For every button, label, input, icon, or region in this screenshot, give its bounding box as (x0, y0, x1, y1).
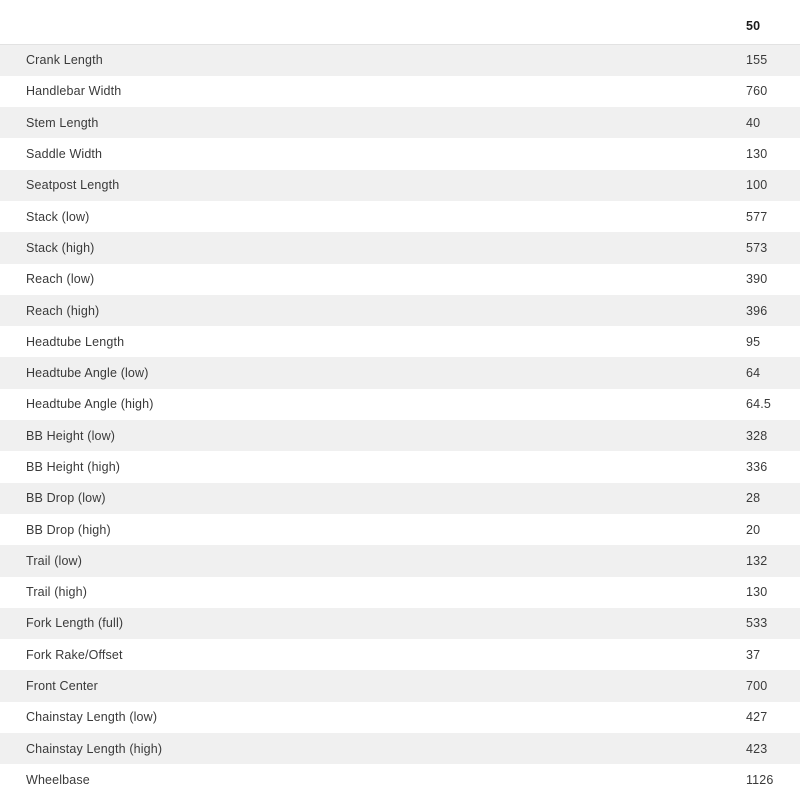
table-row (0, 295, 800, 326)
spec-label: Saddle Width (0, 138, 720, 169)
spec-label: Crank Length (0, 45, 720, 76)
spec-label: Fork Length (full) (0, 608, 720, 639)
spec-value: 1126 (720, 764, 800, 795)
spec-label: Headtube Length (0, 326, 720, 357)
spec-value: 95 (720, 326, 800, 357)
table-header-row (0, 8, 800, 45)
spec-label: Stem Length (0, 107, 720, 138)
spec-value: 100 (720, 170, 800, 201)
spec-value: 423 (720, 733, 800, 764)
table-row (0, 389, 800, 420)
spec-value: 130 (720, 138, 800, 169)
spec-value: 20 (720, 514, 800, 545)
spec-label: Chainstay Length (high) (0, 733, 720, 764)
spec-label: BB Drop (low) (0, 483, 720, 514)
table-row (0, 326, 800, 357)
spec-value: 573 (720, 232, 800, 263)
spec-value: 336 (720, 451, 800, 482)
table-row (0, 138, 800, 169)
spec-value: 28 (720, 483, 800, 514)
table-row (0, 483, 800, 514)
spec-value: 328 (720, 420, 800, 451)
spec-value: 64 (720, 357, 800, 388)
table-row (0, 107, 800, 138)
table-row (0, 45, 800, 76)
spec-label: Seatpost Length (0, 170, 720, 201)
table-row (0, 577, 800, 608)
spec-label: Trail (low) (0, 545, 720, 576)
spec-value: 427 (720, 702, 800, 733)
table-row (0, 545, 800, 576)
spec-label: Fork Rake/Offset (0, 639, 720, 670)
table-row (0, 670, 800, 701)
spec-label: Wheelbase (0, 764, 720, 795)
spec-value: 396 (720, 295, 800, 326)
spec-value: 40 (720, 107, 800, 138)
spec-value: 64.5 (720, 389, 800, 420)
table-row (0, 733, 800, 764)
spec-value: 577 (720, 201, 800, 232)
spec-label: Chainstay Length (low) (0, 702, 720, 733)
table-body (0, 45, 800, 796)
column-header-size-50: 50 (720, 8, 800, 45)
spec-label: Headtube Angle (high) (0, 389, 720, 420)
table-row (0, 451, 800, 482)
spec-label: Reach (low) (0, 264, 720, 295)
table-row (0, 420, 800, 451)
spec-label: Reach (high) (0, 295, 720, 326)
spec-label: Stack (low) (0, 201, 720, 232)
spec-value: 130 (720, 577, 800, 608)
table-row (0, 514, 800, 545)
table-row (0, 702, 800, 733)
spec-value: 700 (720, 670, 800, 701)
spec-label: BB Drop (high) (0, 514, 720, 545)
spec-value: 533 (720, 608, 800, 639)
spec-label: Front Center (0, 670, 720, 701)
spec-label: Handlebar Width (0, 76, 720, 107)
spec-label: Trail (high) (0, 577, 720, 608)
spec-value: 155 (720, 45, 800, 76)
spec-label: BB Height (low) (0, 420, 720, 451)
spec-label: BB Height (high) (0, 451, 720, 482)
spec-label: Headtube Angle (low) (0, 357, 720, 388)
geometry-spec-table (0, 8, 800, 796)
table-row (0, 639, 800, 670)
table-row (0, 201, 800, 232)
table-row (0, 357, 800, 388)
table-row (0, 170, 800, 201)
column-header-spec (0, 8, 720, 45)
table-row (0, 76, 800, 107)
spec-value: 760 (720, 76, 800, 107)
spec-value: 132 (720, 545, 800, 576)
table-header (0, 8, 800, 45)
spec-value: 37 (720, 639, 800, 670)
spec-value: 390 (720, 264, 800, 295)
table-row (0, 264, 800, 295)
table-row (0, 232, 800, 263)
table-row (0, 764, 800, 795)
table-row (0, 608, 800, 639)
spec-label: Stack (high) (0, 232, 720, 263)
